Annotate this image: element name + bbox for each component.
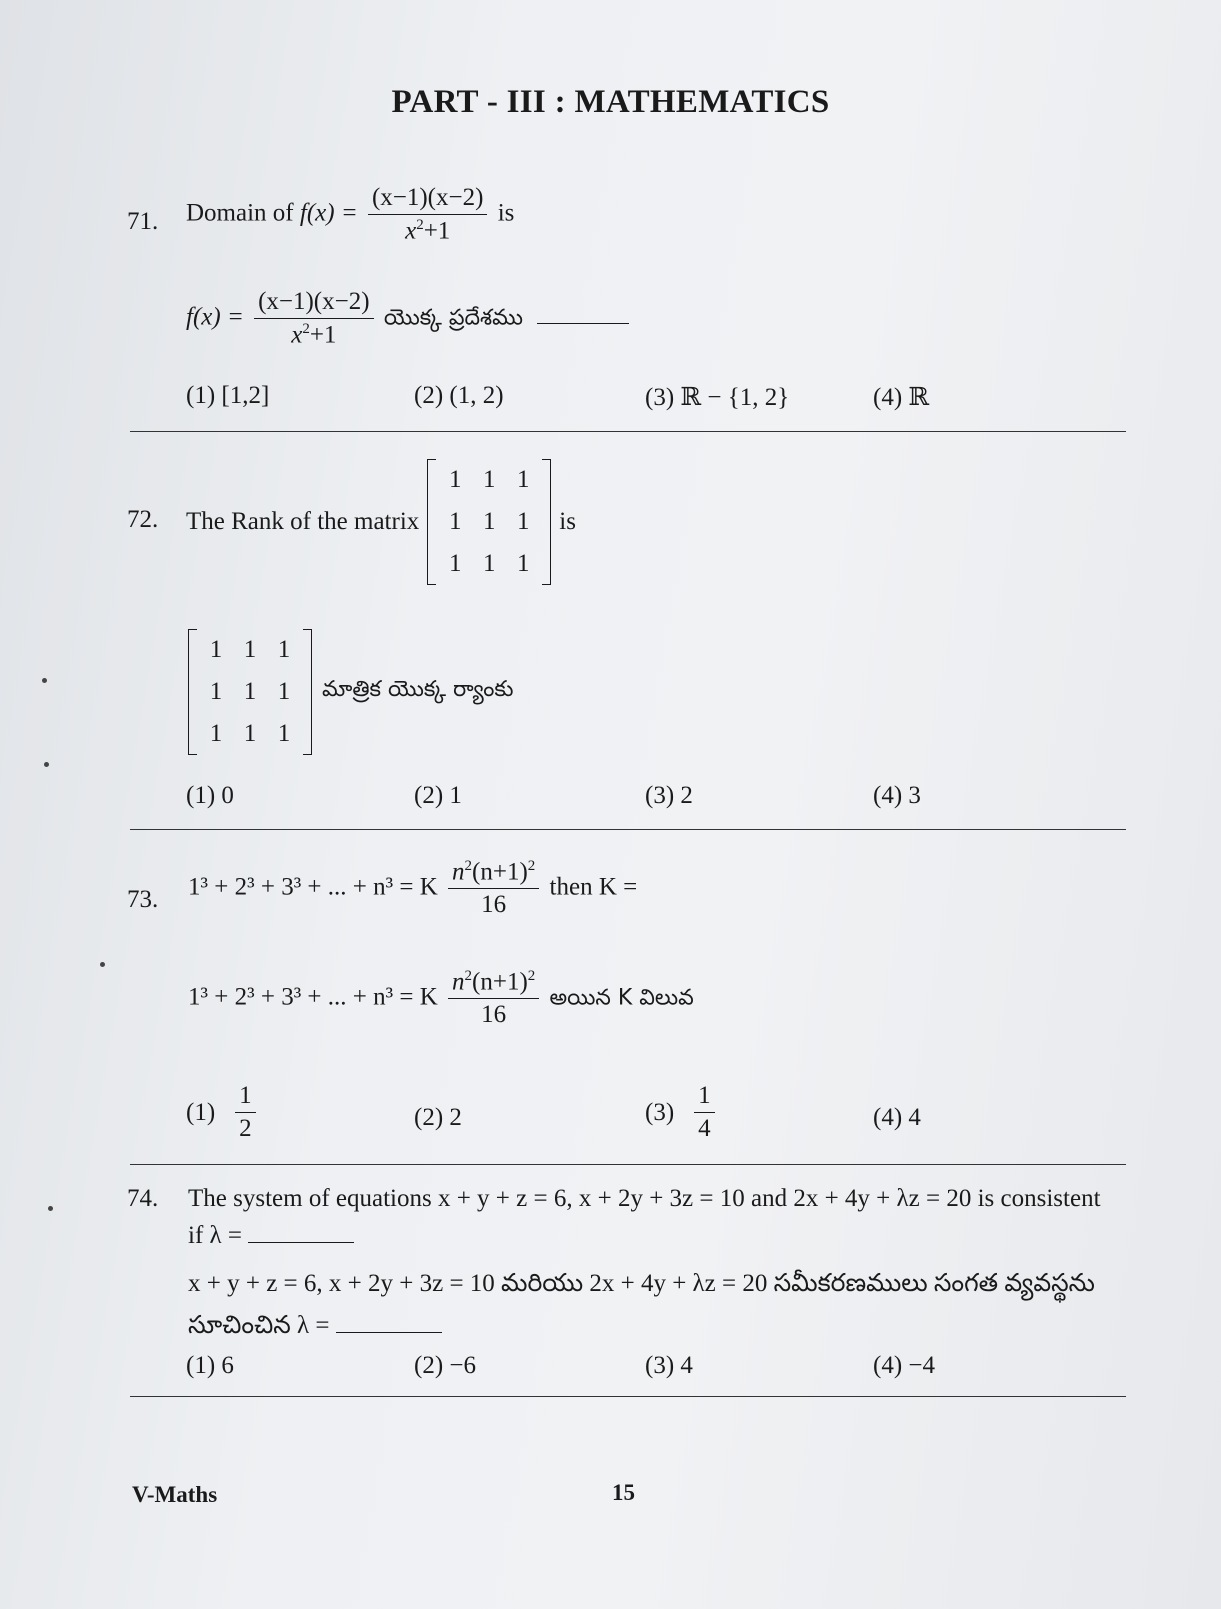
q73-suffix: then K =: [549, 873, 638, 901]
q73-option-4: (4) 4: [873, 1104, 921, 1131]
scan-speck: [44, 762, 49, 767]
q71-den-base: x: [405, 217, 417, 245]
q74-number: 74.: [127, 1185, 159, 1212]
q73-opt3-fraction: [694, 1082, 715, 1143]
q71-fraction: [368, 184, 488, 245]
q73-option-3: [645, 1082, 719, 1143]
matrix-cell: 1: [517, 466, 530, 493]
divider: [130, 431, 1126, 432]
matrix-cell: 1: [483, 550, 496, 577]
matrix-cell: 1: [449, 508, 462, 535]
matrix-cell: 1: [243, 720, 257, 747]
matrix-cell: 1: [243, 678, 257, 705]
q74-telugu-line2: [188, 1310, 442, 1346]
q72-option-2: (2) 1: [414, 782, 462, 809]
divider: [130, 829, 1126, 830]
q71-numerator: (x−1)(x−2): [368, 184, 488, 215]
q71-suffix: is: [497, 199, 515, 227]
q74-telugu-line2-text: సూచించిన λ =: [188, 1312, 330, 1339]
q73-lhs: 1³ + 2³ + 3³ + ... + n³ = K: [188, 873, 438, 901]
q71-option-2: (2) (1, 2): [414, 382, 504, 409]
q74-option-3: (3) 4: [645, 1352, 693, 1379]
q71-option-4: (4) ℝ: [873, 384, 930, 411]
q72-telugu-question: [188, 628, 513, 756]
q73-opt3-num: 1: [694, 1082, 715, 1113]
q73-num-tail-exp-2: 2: [527, 968, 536, 984]
q74-line1: The system of equations x + y + z = 6, x + 2y + 3z = 10 and 2x + 4y + λz = 20 is consistent: [188, 1185, 1101, 1212]
q71-option-3: (3) ℝ − {1, 2}: [645, 384, 790, 411]
q71-den-tail: +1: [423, 217, 451, 245]
q71-fx: f(x) =: [299, 199, 358, 227]
page-number: 15: [612, 1480, 635, 1505]
matrix-cell: 1: [277, 720, 291, 747]
q71-fx-2: f(x) =: [186, 303, 244, 331]
page-title: PART - III : MATHEMATICS: [391, 84, 830, 120]
q71-numerator-2: (x−1)(x−2): [254, 288, 374, 319]
q73-fraction-2: [448, 968, 539, 1029]
q71-fraction-2: [254, 288, 374, 349]
q72-prefix: The Rank of the matrix: [186, 508, 420, 535]
q71-telugu-question: [186, 288, 629, 349]
matrix-cell: 1: [517, 508, 530, 535]
q73-opt3-label: (3): [645, 1098, 675, 1126]
q73-opt1-fraction: [235, 1082, 256, 1143]
q71-den-exp: 2: [416, 217, 424, 233]
q72-telugu-suffix: మాత్రిక యొక్క ర్యాంకు: [322, 677, 514, 702]
q74-option-1: (1) 6: [186, 1352, 234, 1379]
q71-answer-blank: [537, 301, 629, 324]
matrix-cell: 1: [277, 678, 291, 705]
q72-question: [186, 458, 576, 586]
q73-fraction: [448, 858, 539, 919]
q73-opt1-den: 2: [239, 1115, 252, 1142]
q73-opt1-num: 1: [235, 1082, 256, 1113]
q72-suffix: is: [559, 508, 576, 535]
q73-num-n-exp-2: 2: [464, 968, 473, 984]
q73-telugu-question: [188, 968, 694, 1029]
q73-num-n-exp: 2: [464, 858, 473, 874]
q71-telugu-suffix: యొక్క ప్రదేశము: [383, 305, 523, 331]
q74-answer-blank: [248, 1220, 354, 1243]
q74-line2-text: if λ =: [188, 1222, 242, 1249]
q73-den-2: 16: [481, 1001, 507, 1029]
q72-matrix: [427, 459, 551, 585]
matrix-cell: 1: [209, 678, 223, 705]
q73-question: [188, 858, 637, 919]
q73-option-1: [186, 1082, 260, 1143]
matrix-cell: 1: [449, 550, 462, 577]
matrix-cell: 1: [483, 466, 496, 493]
scan-speck: [42, 678, 47, 683]
q74-answer-blank-2: [336, 1310, 442, 1333]
q73-num-n: n: [452, 858, 465, 886]
q71-option-1: (1) [1,2]: [186, 382, 270, 409]
q73-num-tail-exp: 2: [527, 858, 536, 874]
divider: [130, 1396, 1126, 1397]
scan-speck: [48, 1206, 53, 1211]
q71-den-base-2: x: [291, 321, 303, 349]
q72-option-4: (4) 3: [873, 782, 921, 809]
matrix-cell: 1: [517, 550, 530, 577]
q73-option-2: (2) 2: [414, 1104, 462, 1131]
footer-subject: V-Maths: [132, 1482, 218, 1507]
q72-option-1: (1) 0: [186, 782, 234, 809]
scan-speck: [100, 962, 105, 967]
q72-matrix-2: [188, 629, 312, 755]
q74-line2: [188, 1220, 354, 1250]
matrix-cell: 1: [449, 466, 462, 493]
q71-number: 71.: [127, 208, 159, 235]
matrix-cell: 1: [209, 720, 223, 747]
q74-telugu-line1: x + y + z = 6, x + 2y + 3z = 10 మరియు 2x + 4y + λz = 20 సమీకరణములు సంగత వ్యవస్థను: [188, 1270, 1095, 1297]
q74-option-2: (2) −6: [414, 1352, 476, 1379]
q71-den-exp-2: 2: [302, 321, 310, 337]
q71-question: [186, 184, 514, 245]
q73-den: 16: [481, 891, 507, 919]
q71-den-tail-2: +1: [309, 321, 337, 349]
divider: [130, 1164, 1126, 1165]
q73-opt1-label: (1): [186, 1098, 216, 1126]
q72-option-3: (3) 2: [645, 782, 693, 809]
q74-option-4: (4) −4: [873, 1352, 935, 1379]
matrix-cell: 1: [277, 636, 291, 663]
q73-lhs-2: 1³ + 2³ + 3³ + ... + n³ = K: [188, 983, 438, 1011]
q72-number: 72.: [127, 506, 159, 533]
matrix-cell: 1: [209, 636, 223, 663]
q73-num-tail-2: (n+1): [472, 968, 528, 996]
q73-number: 73.: [127, 886, 159, 913]
q73-opt3-den: 4: [698, 1115, 711, 1142]
q73-telugu-suffix: అయిన K విలువ: [549, 985, 694, 1011]
q71-prefix: Domain of: [186, 199, 294, 227]
q73-num-n-2: n: [452, 968, 465, 996]
matrix-cell: 1: [483, 508, 496, 535]
matrix-cell: 1: [243, 636, 257, 663]
q73-num-tail: (n+1): [472, 858, 528, 886]
